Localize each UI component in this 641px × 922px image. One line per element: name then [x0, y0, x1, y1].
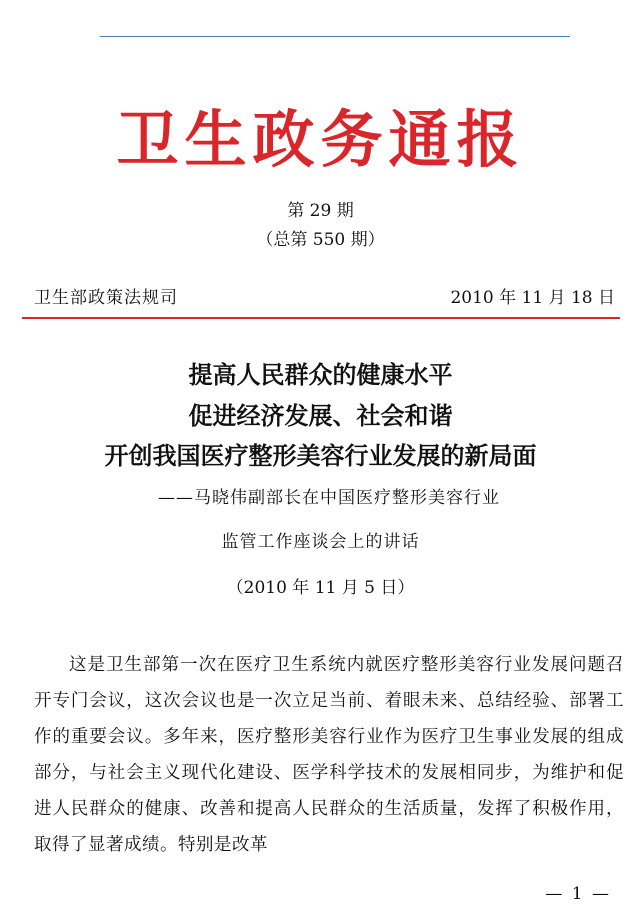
issue-number: 第 29 期	[287, 201, 354, 221]
article-title-line-1: 提高人民群众的健康水平	[188, 361, 453, 389]
article-title-line-2: 促进经济发展、社会和谐	[188, 402, 453, 430]
issue-date: 2010 年 11 月 18 日	[450, 288, 615, 308]
masthead-title: 卫生政务通报	[116, 103, 525, 176]
speech-date: （2010 年 11 月 5 日）	[226, 578, 415, 598]
article-subtitle-line-2: 监管工作座谈会上的讲话	[221, 532, 420, 552]
issue-total-number: （总第 550 期）	[256, 230, 385, 250]
article-body-paragraph: 这是卫生部第一次在医疗卫生系统内就医疗整形美容行业发展问题召开专门会议，这次会议也是一次立足当前、着眼未来、总结经验、部署工作的重要会议。多年来，医疗整形美容行业作为医疗卫生事业发展的组成部分，与社会主义现代化建设、医学科学技术的发展相同步，为维护和促进人民群众的健康、改善和提高人民群众的生活质量，发挥了积极作用，取得了显著成绩。特别是改革	[34, 655, 624, 855]
department-name: 卫生部政策法规司	[34, 288, 178, 308]
top-divider-line	[100, 36, 570, 37]
article-subtitle-line-1: ——马晓伟副部长在中国医疗整形美容行业	[158, 488, 500, 508]
article-title-line-3: 开创我国医疗整形美容行业发展的新局面	[104, 442, 537, 470]
page-number: — 1 —	[545, 884, 611, 904]
red-divider-line	[22, 317, 620, 319]
